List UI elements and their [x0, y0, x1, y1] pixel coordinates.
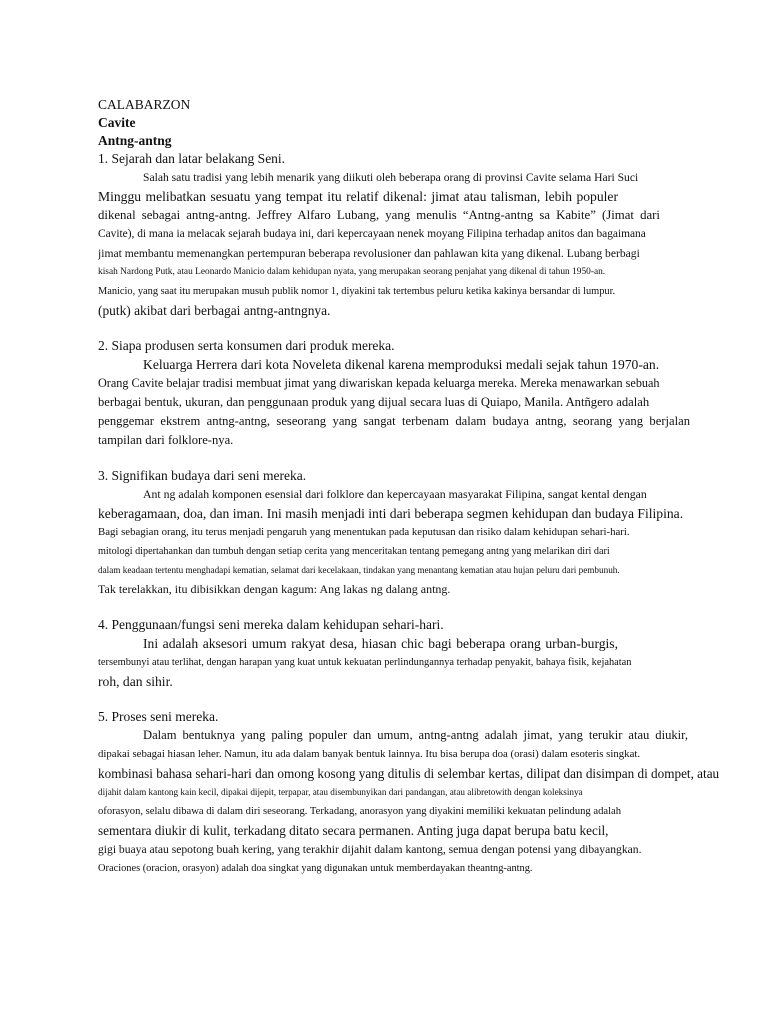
section-heading: 3. Signifikan budaya dari seni mereka.: [98, 468, 307, 483]
paragraph-line: kombinasi bahasa sehari-hari dan omong kosong yang ditulis di selembar kertas, dilipat dan disimpan di dompet, atau: [98, 766, 720, 781]
paragraph-line: kisah Nardong Putk, atau Leonardo Manicio dalam kehidupan nyata, yang merupakan seorang penjahat yang dikenal di tahun 1950-an.: [98, 267, 606, 277]
paragraph-line: oforasyon, selalu dibawa di dalam diri seseorang. Terkadang, anorasyon yang diyakini memiliki kekuatan pelindung adalah: [98, 806, 622, 817]
paragraph-line: Keluarga Herrera dari kota Noveleta dikenal karena memproduksi medali sejak tahun 1970-an.: [143, 357, 660, 372]
paragraph-line: dijahit dalam kantong kain kecil, dipakai dijepit, terpapar, atau disembunyikan dari pandangan, atau alibretowith dengan koleksinya: [98, 787, 583, 797]
section-heading: 4. Penggunaan/fungsi seni mereka dalam kehidupan sehari-hari.: [98, 617, 444, 632]
paragraph-line: Tak terelakkan, itu dibisikkan dengan kagum: Ang lakas ng dalang antng.: [98, 582, 451, 596]
paragraph-line: dalam keadaan tertentu menghadapi kematian, selamat dari kecelakaan, tindakan yang menantang kematian atau hujan peluru dari pembunuh.: [98, 565, 620, 575]
paragraph-line: Orang Cavite belajar tradisi membuat jimat yang diwariskan kepada keluarga mereka. Mereka menawarkan sebuah: [98, 376, 660, 390]
paragraph-line: penggemar ekstrem antng-antng, seseorang yang sangat terbenam dalam budaya antng, seorang yang berjalan: [98, 414, 690, 428]
paragraph-line: tersembunyi atau terlihat, dengan harapan yang kuat untuk kekuatan perlindungannya terhadap penyakit, bahaya fisik, kejahatan: [98, 657, 632, 668]
paragraph-line: berbagai bentuk, ukuran, dan penggunaan produk yang dijual secara luas di Quiapo, Manila. Antñgero adalah: [98, 395, 650, 409]
section-gap: [98, 599, 738, 616]
paragraph-line: Minggu melibatkan sesuatu yang tempat itu relatif dikenal: jimat atau talisman, lebih populer: [98, 189, 618, 204]
paragraph-line: dikenal sebagai antng-antng. Jeffrey Alfaro Lubang, yang menulis “Antng-antng sa Kabite” (Jimat dari: [98, 208, 660, 222]
paragraph-line: Bagi sebagian orang, itu terus menjadi pengaruh yang menentukan pada keputusan dan risiko dalam kehidupan sehari-hari.: [98, 526, 630, 538]
paragraph-line: (putk) akibat dari berbagai antng-antngnya.: [98, 303, 331, 318]
section-gap: [98, 450, 738, 467]
paragraph-line: Salah satu tradisi yang lebih menarik yang diikuti oleh beberapa orang di provinsi Cavite selama Hari Suci: [143, 171, 639, 184]
section-heading: 5. Proses seni mereka.: [98, 709, 219, 724]
document-page: [98, 96, 738, 878]
paragraph-line: gigi buaya atau sepotong buah kering, yang terakhir dijahit dalam kantong, semua dengan potensi yang dibayangkan.: [98, 843, 642, 856]
paragraph-line: Ant ng adalah komponen esensial dari folklore dan kepercayaan masyarakat Filipina, sangat kental dengan: [143, 487, 647, 501]
province-heading: Cavite: [98, 115, 136, 130]
section-gap: [98, 320, 738, 337]
topic-heading: Antng-antng: [98, 133, 172, 148]
paragraph-line: jimat membantu memenangkan pertempuran beberapa revolusioner dan pahlawan kita yang dikenal. Lubang berbagi: [98, 247, 640, 260]
document-title: CALABARZON: [98, 97, 191, 112]
section-gap: [98, 691, 738, 708]
paragraph-line: sementara diukir di kulit, terkadang ditato secara permanen. Anting juga dapat berupa batu kecil,: [98, 823, 609, 838]
paragraph-line: Oraciones (oracion, orasyon) adalah doa singkat yang digunakan untuk memberdayakan theantng-antng.: [98, 863, 533, 874]
section-heading: 2. Siapa produsen serta konsumen dari produk mereka.: [98, 338, 395, 353]
paragraph-line: keberagamaan, doa, dan iman. Ini masih menjadi inti dari beberapa segmen kehidupan dan budaya Filipina.: [98, 506, 684, 521]
paragraph-line: Dalam bentuknya yang paling populer dan umum, antng-antng adalah jimat, yang terukir atau diukir,: [143, 728, 688, 742]
paragraph-line: mitologi dipertahankan dan tumbuh dengan setiap cerita yang menceritakan tentang pemegang antng yang melarikan diri dari: [98, 546, 610, 557]
paragraph-line: dipakai sebagai hiasan leher. Namun, itu ada dalam banyak bentuk lainnya. Itu bisa berupa doa (orasi) dalam esoteris singkat.: [98, 748, 641, 760]
paragraph-line: Cavite), di mana ia melacak sejarah budaya ini, dari kepercayaan nenek moyang Filipina terhadap anitos dan bagaimana: [98, 228, 646, 240]
paragraph-line: Manicio, yang saat itu merupakan musuh publik nomor 1, diyakini tak tertembus peluru ketika kakinya bersandar di lumpur.: [98, 286, 616, 297]
paragraph-line: tampilan dari folklore-nya.: [98, 433, 234, 447]
paragraph-line: roh, dan sihir.: [98, 674, 173, 689]
paragraph-line: Ini adalah aksesori umum rakyat desa, hiasan chic bagi beberapa orang urban-burgis,: [143, 636, 618, 651]
section-heading: 1. Sejarah dan latar belakang Seni.: [98, 151, 286, 166]
